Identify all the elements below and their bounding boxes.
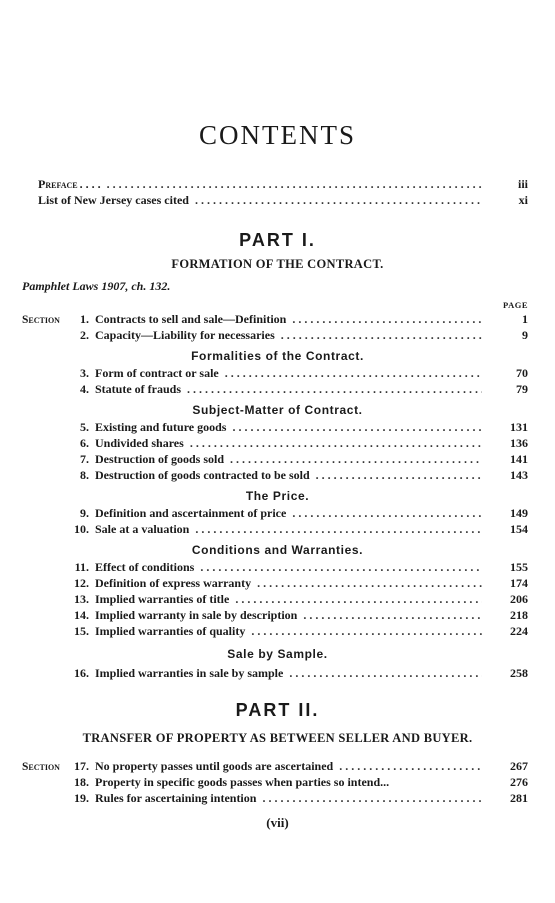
entry-label: Undivided shares <box>95 436 184 450</box>
entry-page: 224 <box>510 624 528 638</box>
entry-number: 8. <box>80 468 89 482</box>
entry-number: 5. <box>80 420 89 434</box>
toc-entry <box>22 591 528 607</box>
entry-label: Implied warranties in sale by sample <box>95 666 284 680</box>
entry-page: 9 <box>522 328 528 342</box>
dot-leader <box>190 435 482 451</box>
dot-leader <box>230 451 482 467</box>
part-heading: PART I. <box>239 230 316 250</box>
dot-leader <box>187 381 482 397</box>
entry-page: 174 <box>510 576 528 590</box>
entry-page: 1 <box>522 312 528 326</box>
section-subheading: Formalities of the Contract. <box>191 349 364 363</box>
entry-page: 136 <box>510 436 528 450</box>
dot-leader <box>303 607 482 623</box>
entry-page: 267 <box>510 759 528 773</box>
section-subheading: Conditions and Warranties. <box>191 543 364 557</box>
dot-leader <box>281 327 482 343</box>
toc-entry <box>22 435 528 451</box>
entry-suffix: . . . . <box>79 177 101 191</box>
entry-page: 281 <box>510 791 528 805</box>
entry-number: 4. <box>80 382 89 396</box>
entry-page: 206 <box>510 592 528 606</box>
toc-entry <box>22 623 528 639</box>
entry-label: Capacity—Liability for necessaries <box>95 328 275 342</box>
entry-label: Implied warranty in sale by description <box>95 608 298 622</box>
entry-number: 16. <box>74 666 89 680</box>
entry-label: Existing and future goods <box>95 420 227 434</box>
entry-page: 155 <box>510 560 528 574</box>
entry-number: 11. <box>74 560 89 574</box>
dot-leader <box>316 467 482 483</box>
dot-leader <box>232 419 482 435</box>
entry-label: List of New Jersey cases cited <box>38 193 189 207</box>
entry-label: No property passes until goods are ascertained <box>95 759 334 773</box>
entry-page: 154 <box>510 522 528 536</box>
dot-leader <box>195 192 482 208</box>
toc-entry <box>22 381 528 397</box>
entry-number: 10. <box>74 522 89 536</box>
entry-label: Definition and ascertainment of price <box>95 506 287 520</box>
dot-leader <box>235 591 482 607</box>
toc-entry <box>22 419 528 435</box>
entry-number: 14. <box>74 608 89 622</box>
dot-leader <box>292 311 482 327</box>
entry-label: Implied warranties of quality <box>95 624 246 638</box>
entry-number: 3. <box>80 366 89 380</box>
dot-leader <box>292 505 482 521</box>
entry-page: 149 <box>510 506 528 520</box>
entry-number: 1. <box>80 312 89 326</box>
entry-number: 13. <box>74 592 89 606</box>
entry-page: iii <box>517 177 528 191</box>
toc-entry <box>22 665 528 681</box>
entry-number: 18. <box>74 775 89 789</box>
entry-page: 141 <box>510 452 528 466</box>
entry-label: Destruction of goods contracted to be sold <box>95 468 310 482</box>
dot-leader <box>339 758 482 774</box>
section-label: Section <box>22 314 60 326</box>
entry-number: 17. <box>74 759 89 773</box>
entry-page: 276 <box>510 775 528 789</box>
page-column-header: PAGE <box>503 300 528 310</box>
section-subheading: The Price. <box>245 489 310 503</box>
toc-entry <box>22 467 528 483</box>
toc-entry <box>22 559 528 575</box>
entry-page: 79 <box>516 382 528 396</box>
entry-number: 6. <box>80 436 89 450</box>
entry-number: 19. <box>74 791 89 805</box>
dot-leader <box>262 790 482 806</box>
page-title: CONTENTS <box>199 120 356 150</box>
section-subheading: Sale by Sample. <box>227 647 328 661</box>
toc-entry-preface <box>38 176 528 192</box>
entry-label: Sale at a valuation <box>95 522 190 536</box>
entry-page: 131 <box>510 420 528 434</box>
dot-leader <box>289 665 482 681</box>
entry-page: 258 <box>510 666 528 680</box>
toc-entry <box>22 607 528 623</box>
part-heading: PART II. <box>235 700 320 720</box>
entry-page: 143 <box>510 468 528 482</box>
part-subtitle: TRANSFER OF PROPERTY AS BETWEEN SELLER AND BUYER. <box>82 731 473 745</box>
toc-entry <box>22 505 528 521</box>
toc-entry <box>22 311 528 327</box>
entry-label: Rules for ascertaining intention <box>95 791 257 805</box>
entry-label: Property in specific goods passes when parties so intend... <box>95 775 390 789</box>
dot-leader <box>195 521 482 537</box>
entry-number: 12. <box>74 576 89 590</box>
toc-entry <box>22 521 528 537</box>
toc-entry <box>22 758 528 774</box>
dot-leader <box>225 365 482 381</box>
dot-leader <box>200 559 482 575</box>
entry-page: 70 <box>516 366 528 380</box>
entry-number: 9. <box>80 506 89 520</box>
entry-label: Preface <box>38 177 78 191</box>
toc-entry <box>22 365 528 381</box>
entry-number: 15. <box>74 624 89 638</box>
section-label: Section <box>22 761 60 773</box>
entry-label: Destruction of goods sold <box>95 452 225 466</box>
entry-label: Statute of frauds <box>95 382 181 396</box>
toc-entry <box>22 575 528 591</box>
toc-entry <box>22 774 528 790</box>
part-subtitle: FORMATION OF THE CONTRACT. <box>171 257 384 271</box>
dot-leader <box>251 623 482 639</box>
entry-label: Effect of conditions <box>95 560 195 574</box>
section-subheading: Subject-Matter of Contract. <box>192 403 363 417</box>
dot-leader <box>257 575 482 591</box>
entry-page: xi <box>518 193 528 207</box>
toc-entry <box>22 451 528 467</box>
entry-label: Implied warranties of title <box>95 592 230 606</box>
page-number: (vii) <box>266 815 289 830</box>
entry-label: Form of contract or sale <box>95 366 219 380</box>
entry-number: 7. <box>80 452 89 466</box>
entry-number: 2. <box>80 328 89 342</box>
toc-entry <box>22 790 528 806</box>
dot-leader <box>107 176 482 192</box>
entry-page: 218 <box>510 608 528 622</box>
entry-label: Definition of express warranty <box>95 576 252 590</box>
entry-label: Contracts to sell and sale—Definition <box>95 312 287 326</box>
source-citation: Pamphlet Laws 1907, ch. 132. <box>22 279 171 293</box>
toc-entry-cases-cited <box>38 192 528 208</box>
toc-entry <box>22 327 528 343</box>
